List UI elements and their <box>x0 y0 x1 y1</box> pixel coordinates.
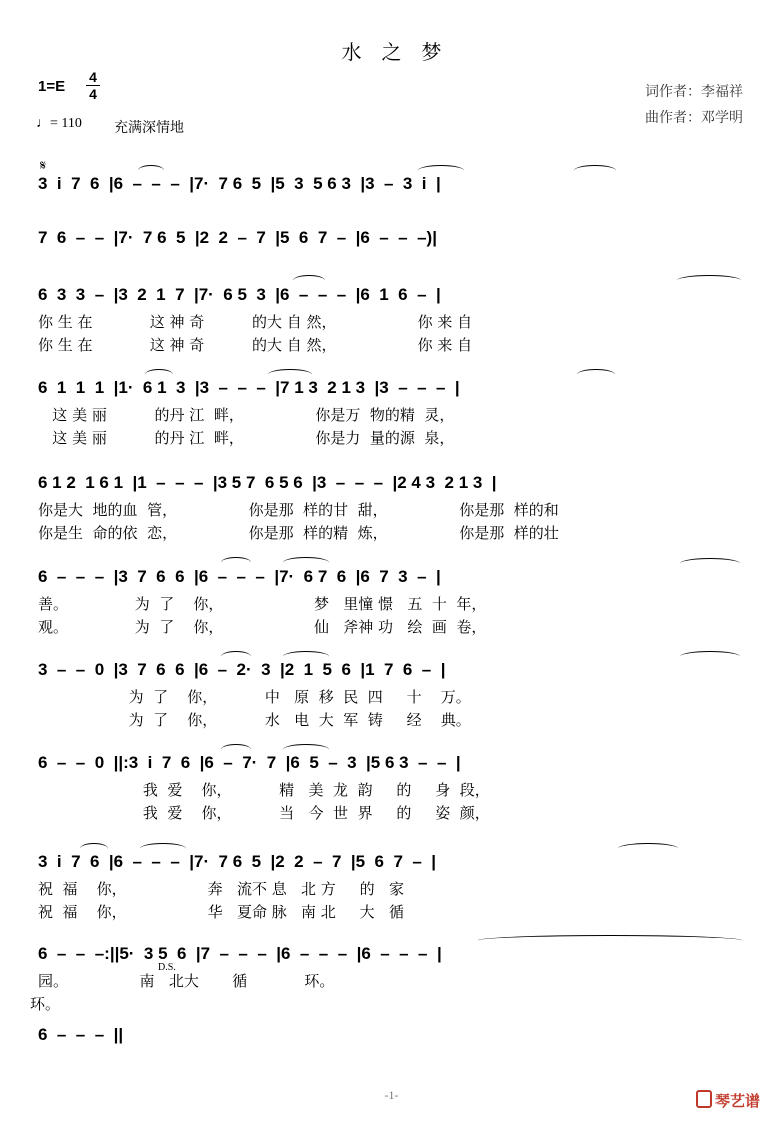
lyrics-verse-1: 我 爱 你， 精 美 龙 韵 的 身 段， <box>38 781 490 799</box>
tempo-marking: ♩= 110 <box>36 116 82 131</box>
slur-mark <box>140 843 186 854</box>
logo-text: 琴艺谱 <box>715 1092 761 1110</box>
lyrics-verse-1: 善。 为 了 你， 梦 里憧 憬 五 十 年， <box>38 595 487 613</box>
time-signature <box>86 70 100 101</box>
lyrics-verse-2: 观。 为 了 你， 仙 斧神 功 绘 画 卷， <box>38 618 487 636</box>
slur-mark <box>293 275 325 286</box>
notes-line: 6 – – – |3 7 6 6 |6 – – – |7· 6 7 6 |6 7 3 – | <box>38 567 441 586</box>
key-signature: 1=E <box>38 78 66 95</box>
slur-mark <box>221 744 251 755</box>
lyrics-verse-1: 你是大 地的血 管， 你是那 样的甘 甜， 你是那 样的和 <box>38 501 559 519</box>
expression-marking: 充满深情地 <box>114 120 184 136</box>
lyrics-verse-1: 园。 南 北大 循 环。 <box>38 972 335 990</box>
score-line-6 <box>0 567 783 636</box>
score-line-9 <box>0 852 783 921</box>
lyrics-verse-2: 我 爱 你， 当 今 世 界 的 姿 颜， <box>38 804 490 822</box>
slur-mark <box>221 651 251 662</box>
song-title: 水 之 梦 <box>341 40 442 64</box>
notes-line: 3 i 7 6 |6 – – – |7· 7 6 5 |2 2 – 7 |5 6 7 – | <box>38 852 437 871</box>
page-number: -1- <box>384 1088 399 1102</box>
slur-mark <box>283 744 329 755</box>
notes-line: 6 1 2 1 6 1 |1 – – – |3 5 7 6 5 6 |3 – – – |2 4 3 2 1 3 | <box>38 473 497 492</box>
ds-marking: D.S. <box>158 962 176 973</box>
slur-mark <box>478 935 742 946</box>
slur-mark <box>268 369 312 380</box>
composer-credit: 曲作者：邓学明 <box>645 110 743 126</box>
lyrics-verse-1: 祝 福 你， 奔 流不 息 北 方 的 家 <box>38 880 404 898</box>
score-line-10 <box>0 944 783 1013</box>
score-line-7 <box>0 660 783 729</box>
time-signature-top: 4 <box>89 69 97 85</box>
notes-line: 6 – – –:||5· 3 5 6 |7 – – – |6 – – – |6 – – – | <box>38 944 442 963</box>
segno-sign: 𝄋 <box>40 158 47 174</box>
slur-mark <box>677 275 741 286</box>
notes-line: 6 3 3 – |3 2 1 7 |7· 6 5 3 |6 – – – |6 1 6 – | <box>38 285 441 304</box>
score-line-2 <box>0 228 783 252</box>
lyrics-verse-2: 这 美 丽 的丹 江 畔， 你是力 量的源 泉， <box>38 429 455 447</box>
score-line-3 <box>0 285 783 354</box>
notes-line: 6 – – – || <box>38 1025 124 1044</box>
site-logo <box>696 1090 760 1111</box>
slur-mark <box>574 165 616 176</box>
slur-mark <box>418 165 464 176</box>
slur-mark <box>221 557 251 568</box>
lyrics-verse-2: 祝 福 你， 华 夏命 脉 南 北 大 循 <box>38 903 404 921</box>
slur-mark <box>680 558 740 569</box>
lyrics-verse-2: 环。 <box>30 995 61 1013</box>
score-line-5 <box>0 473 783 542</box>
notes-line: 3 – – 0 |3 7 6 6 |6 – 2· 3 |2 1 5 6 |1 7 6 – | <box>38 660 446 679</box>
lyrics-verse-2: 你 生 在 这 神 奇 的大 自 然， 你 来 自 <box>38 336 473 354</box>
lyrics-verse-2: 你是生 命的依 恋， 你是那 样的精 炼， 你是那 样的壮 <box>38 524 559 542</box>
slur-mark <box>618 843 678 854</box>
slur-mark <box>80 843 108 854</box>
slur-mark <box>680 651 740 662</box>
lyrics-verse-1: 你 生 在 这 神 奇 的大 自 然， 你 来 自 <box>38 313 473 331</box>
lyricist-credit: 词作者：李福祥 <box>645 84 743 100</box>
logo-icon <box>696 1090 712 1108</box>
time-signature-bottom: 4 <box>89 86 97 102</box>
score-line-1 <box>0 174 783 198</box>
score-line-11 <box>0 1025 783 1049</box>
slur-mark <box>283 557 329 568</box>
slur-mark <box>577 369 615 380</box>
slur-mark <box>138 165 164 176</box>
notes-line: 3 i 7 6 |6 – – – |7· 7 6 5 |5 3 5 6 3 |3 – 3 i | <box>38 174 441 193</box>
slur-mark <box>283 651 329 662</box>
lyrics-verse-1: 为 了 你， 中 原 移 民 四 十 万。 <box>38 688 471 706</box>
score-line-4 <box>0 378 783 447</box>
lyrics-verse-2: 为 了 你， 水 电 大 军 铸 经 典。 <box>38 711 471 729</box>
notes-line: 6 – – 0 ||:3 i 7 6 |6 – 7· 7 |6 5 – 3 |5 6 3 – – | <box>38 753 461 772</box>
lyrics-verse-1: 这 美 丽 的丹 江 畔， 你是万 物的精 灵， <box>38 406 455 424</box>
slur-mark <box>145 369 173 380</box>
notes-line: 7 6 – – |7· 7 6 5 |2 2 – 7 |5 6 7 – |6 – – –)| <box>38 228 437 247</box>
notes-line: 6 1 1 1 |1· 6 1 3 |3 – – – |7 1 3 2 1 3 |3 – – – | <box>38 378 460 397</box>
score-line-8 <box>0 753 783 822</box>
